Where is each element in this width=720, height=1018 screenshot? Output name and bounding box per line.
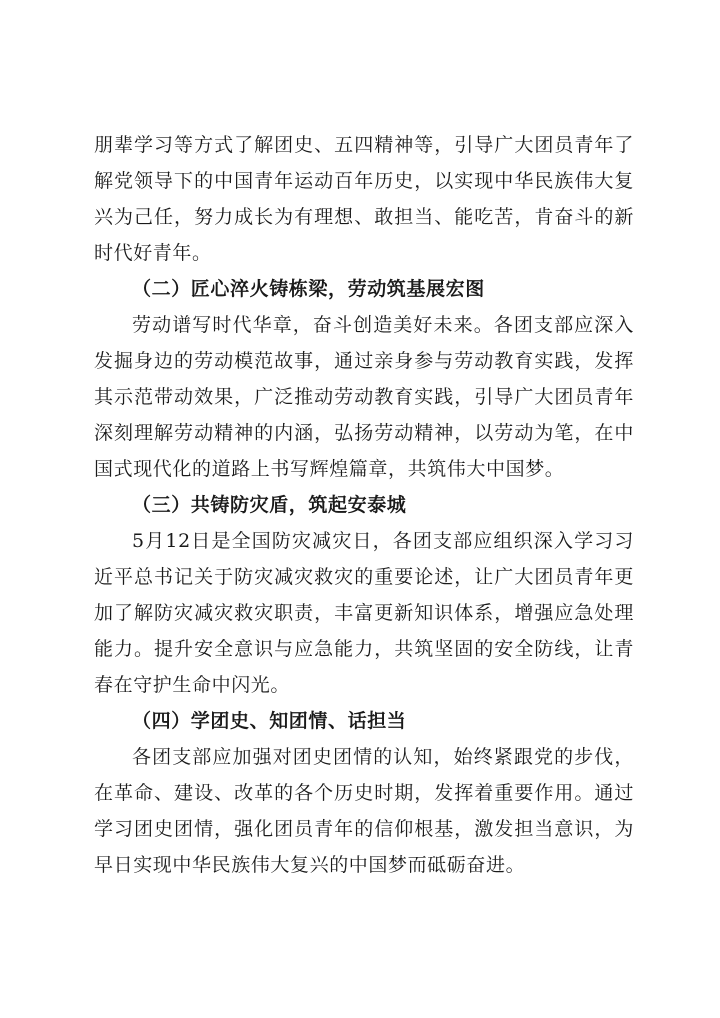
section-heading-4: （四）学团史、知团情、话担当 — [132, 710, 407, 732]
section-heading-2: （二）匠心淬火铸栋梁，劳动筑基展宏图 — [132, 278, 485, 300]
body-paragraph-3: 5月12日是全国防灾减灾日，各团支部应组织深入学习习近平总书记关于防灾减灾救灾的重要论述，让广大团员青年更加了解防灾减灾救灾职责，丰富更新知识体系，增强应急处理能力。提升安全意识与应急能力，共筑坚固的安全防线，让青春在守护生命中闪光。 — [94, 530, 634, 696]
body-paragraph-1: 朋辈学习等方式了解团史、五四精神等，引导广大团员青年了解党领导下的中国青年运动百年历史，以实现中华民族伟大复兴为己任，努力成长为有理想、敢担当、能吃苦，肯奋斗的新时代好青年。 — [94, 134, 634, 264]
body-paragraph-4: 各团支部应加强对团史团情的认知，始终紧跟党的步伐，在革命、建设、改革的各个历史时期，发挥着重要作用。通过学习团史团情，强化团员青年的信仰根基，激发担当意识，为早日实现中华民族伟大复兴的中国梦而砥砺奋进。 — [94, 746, 634, 876]
document-page — [94, 127, 634, 883]
section-heading-3: （三）共铸防灾盾，筑起安泰城 — [132, 494, 407, 516]
body-paragraph-2: 劳动谱写时代华章，奋斗创造美好未来。各团支部应深入发掘身边的劳动模范故事，通过亲身参与劳动教育实践，发挥其示范带动效果，广泛推动劳动教育实践，引导广大团员青年深刻理解劳动精神的内涵，弘扬劳动精神，以劳动为笔，在中国式现代化的道路上书写辉煌篇章，共筑伟大中国梦。 — [94, 314, 634, 480]
